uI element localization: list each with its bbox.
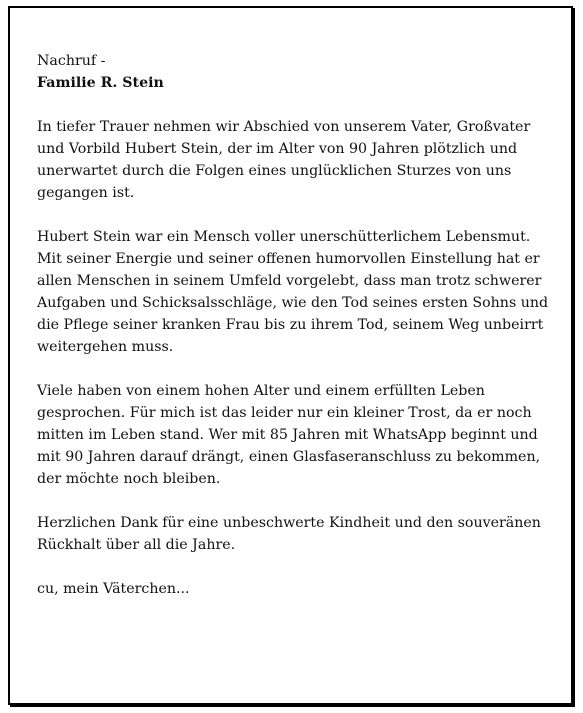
paragraph-character: Hubert Stein war ein Mensch voller unerschütterlichem Lebensmut. Mit seiner Energie und seiner offenen humorvollen Einstellung hat er allen Menschen in seinem Umfeld vorgelebt, dass man trotz schwerer Aufgaben und Schicksalsschläge, wie den Tod seines ersten Sohns und die Pflege seiner kranken Frau bis zu ihrem Tod, seinem Weg unbeirrt weitergehen muss. <box>37 229 549 355</box>
heading-label: Nachruf - <box>37 53 106 69</box>
obituary-text <box>37 50 557 622</box>
paragraph-closing: cu, mein Väterchen... <box>37 581 190 597</box>
paragraph-farewell: In tiefer Trauer nehmen wir Abschied von unserem Vater, Großvater und Vorbild Hubert Stein, der im Alter von 90 Jahren plötzlich und unerwartet durch die Folgen eines unglücklichen Sturzes von uns gegangen ist. <box>37 119 531 201</box>
paragraph-thanks: Herzlichen Dank für eine unbeschwerte Kindheit und den souveränen Rückhalt über all die Jahre. <box>37 515 541 553</box>
heading-family-name: Familie R. Stein <box>37 75 164 91</box>
paragraph-reflection: Viele haben von einem hohen Alter und einem erfüllten Leben gesprochen. Für mich ist das leider nur ein kleiner Trost, da er noch mitten im Leben stand. Wer mit 85 Jahren mit WhatsApp beginnt und mit 90 Jahren darauf drängt, einen Glasfaseranschluss zu bekommen, der möchte noch bleiben. <box>37 383 541 487</box>
obituary-frame <box>8 6 573 705</box>
obituary-heading <box>37 50 557 94</box>
